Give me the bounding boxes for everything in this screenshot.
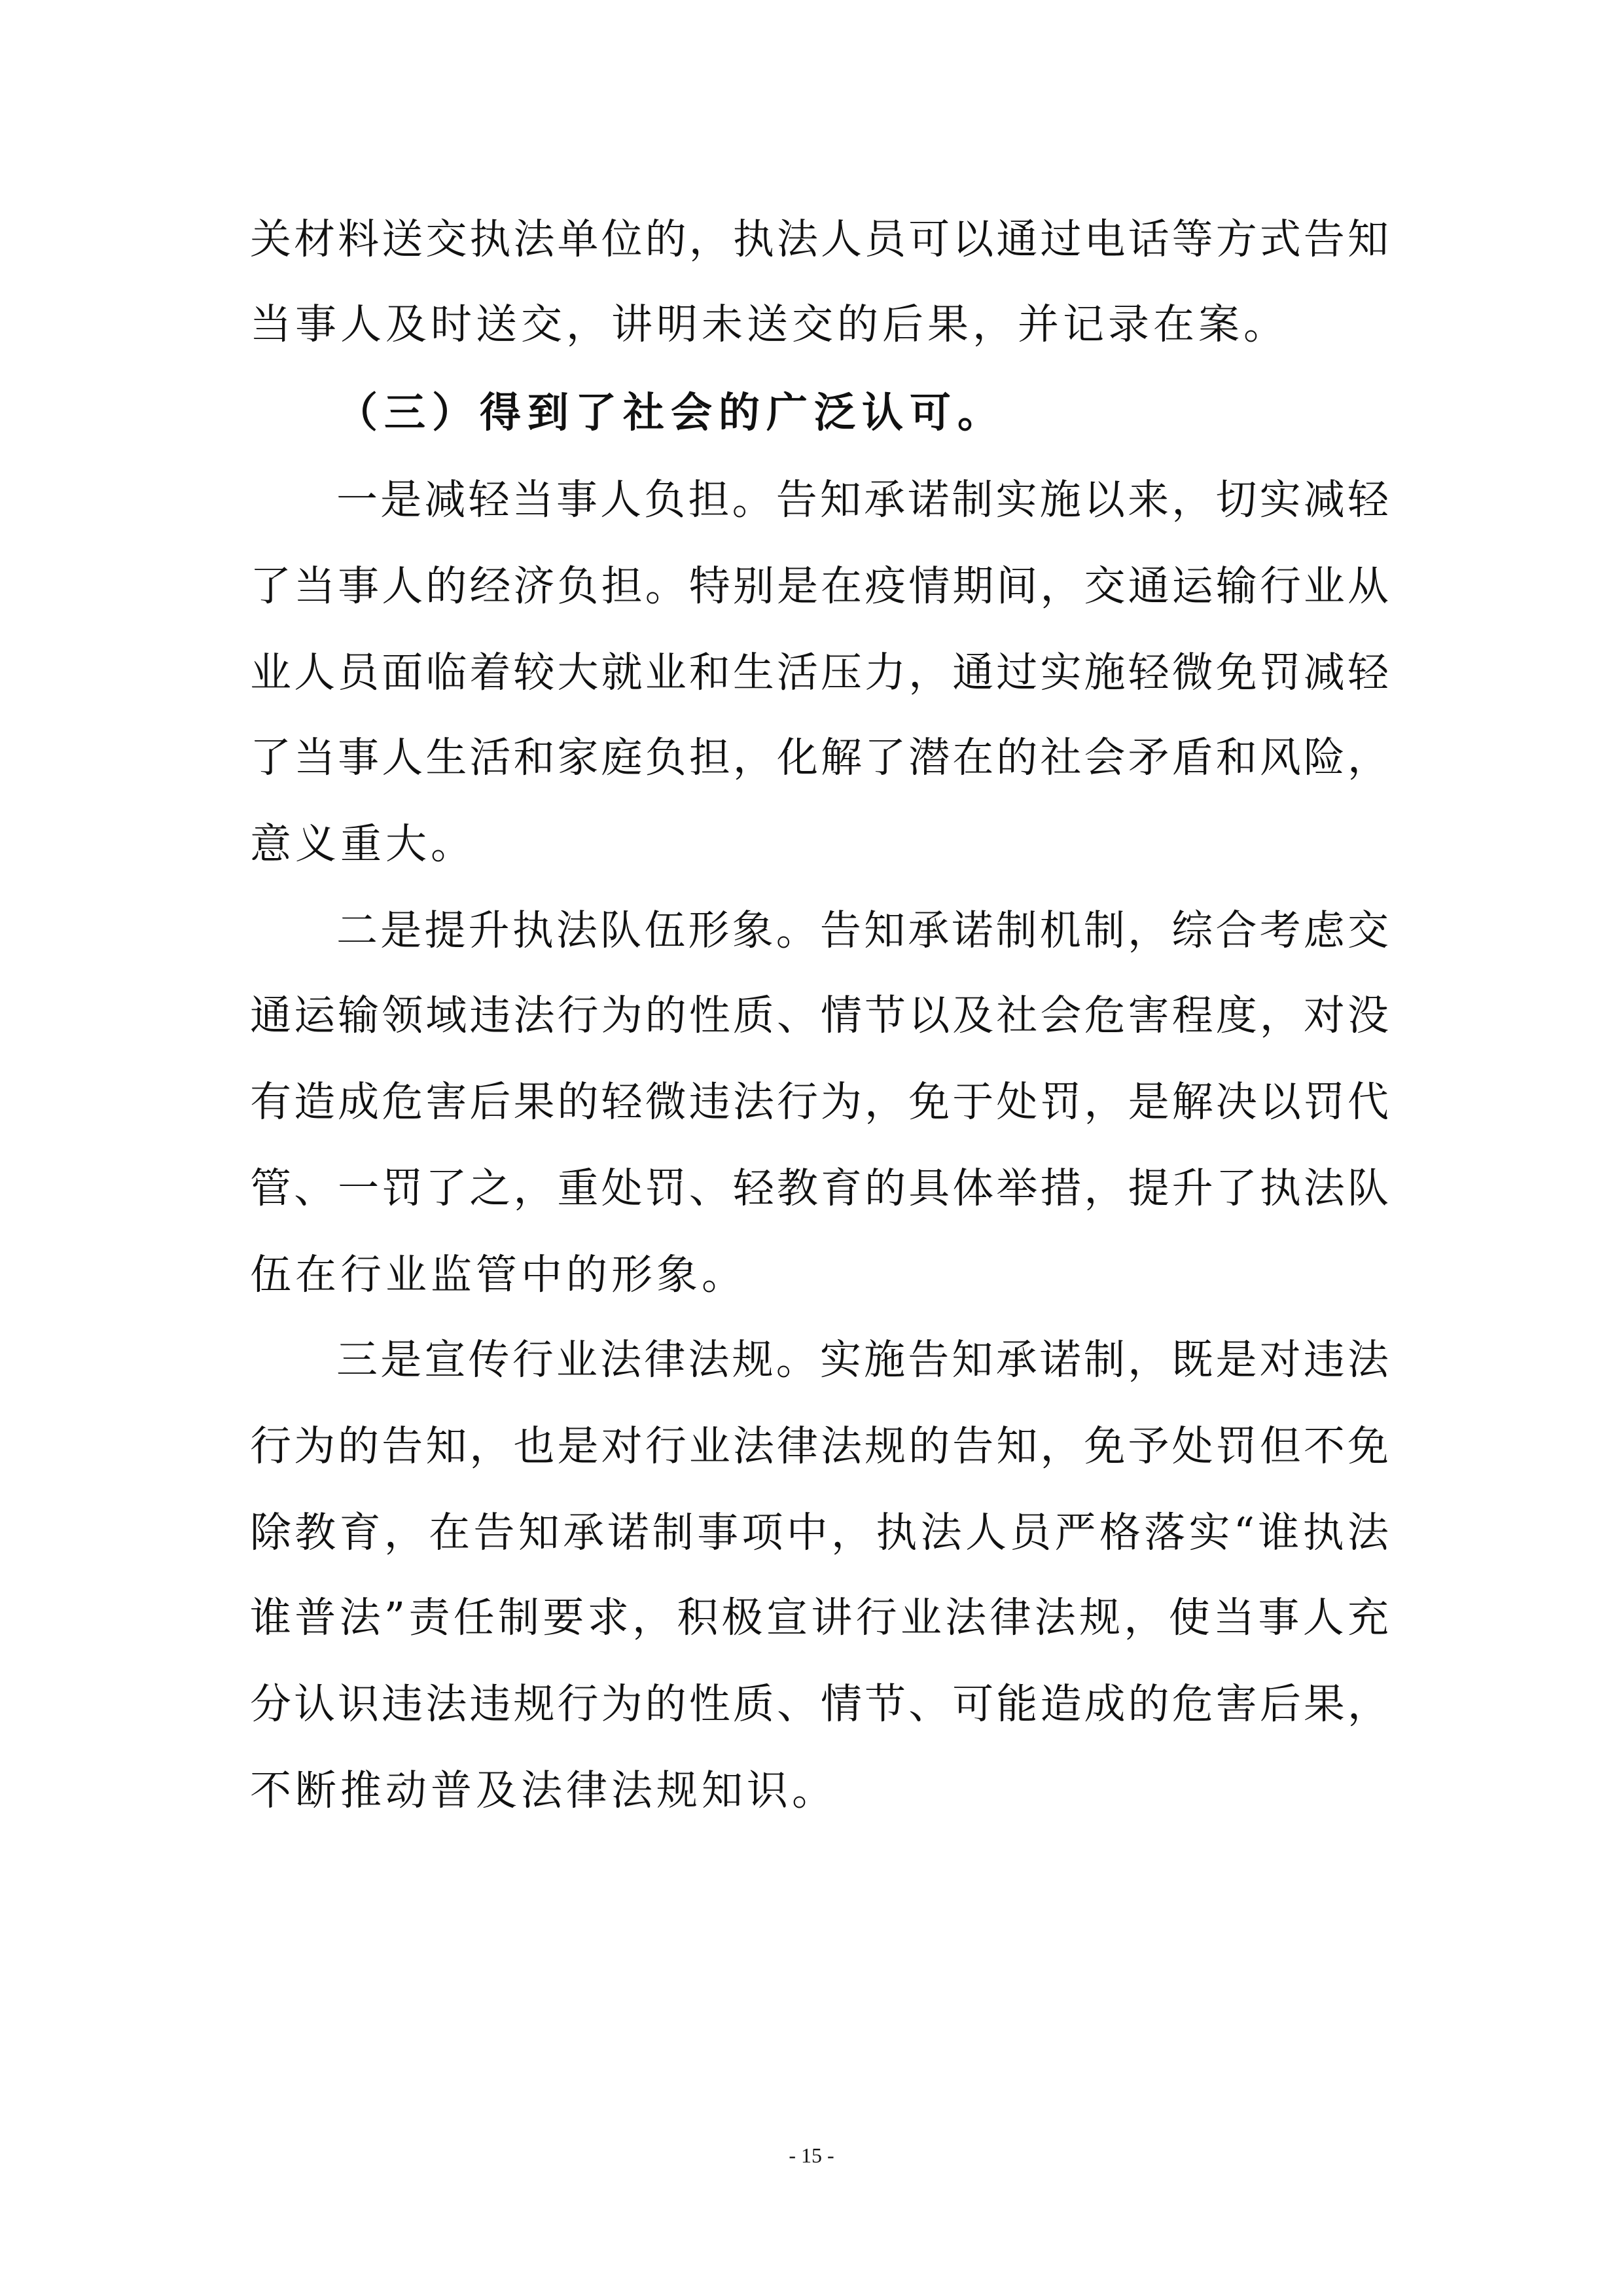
paragraph-line: 三是宣传行业法律法规。实施告知承诺制，既是对违法 (336, 1336, 1389, 1384)
text-line: 当事人及时送交，讲明未送交的后果，并记录在案。 (250, 300, 1289, 348)
paragraph-line: 分认识违法违规行为的性质、情节、可能造成的危害后果， (250, 1680, 1389, 1728)
paragraph-line: 二是提升执法队伍形象。告知承诺制机制，综合考虑交 (336, 906, 1389, 954)
text-line: 关材料送交执法单位的，执法人员可以通过电话等方式告知 (250, 215, 1389, 263)
paragraph-line: 意义重大。 (250, 820, 476, 868)
paragraph-line: 通运输领域违法行为的性质、情节以及社会危害程度，对没 (250, 992, 1389, 1039)
paragraph-line: 了当事人生活和家庭负担，化解了潜在的社会矛盾和风险， (250, 734, 1389, 781)
paragraph-line: 一是减轻当事人负担。告知承诺制实施以来，切实减轻 (336, 476, 1389, 524)
paragraph-line: 有造成危害后果的轻微违法行为，免于处罚，是解决以罚代 (250, 1078, 1389, 1126)
page-number: - 15 - (789, 2144, 834, 2167)
section-heading: （三）得到了社会的广泛认可。 (336, 388, 1005, 437)
paragraph-line: 行为的告知，也是对行业法律法规的告知，免予处罚但不免 (250, 1422, 1389, 1470)
paragraph-line: 了当事人的经济负担。特别是在疫情期间，交通运输行业从 (250, 562, 1389, 610)
paragraph-line: 除教育，在告知承诺制事项中，执法人员严格落实“谁执法 (250, 1509, 1389, 1556)
paragraph-line: 伍在行业监管中的形象。 (250, 1251, 747, 1299)
paragraph-line: 不断推动普及法律法规知识。 (250, 1767, 837, 1814)
paragraph-line: 管、一罚了之，重处罚、轻教育的具体举措，提升了执法队 (250, 1164, 1389, 1212)
paragraph-line: 谁普法”责任制要求，积极宣讲行业法律法规，使当事人充 (250, 1594, 1389, 1641)
paragraph-line: 业人员面临着较大就业和生活压力，通过实施轻微免罚减轻 (250, 649, 1389, 696)
